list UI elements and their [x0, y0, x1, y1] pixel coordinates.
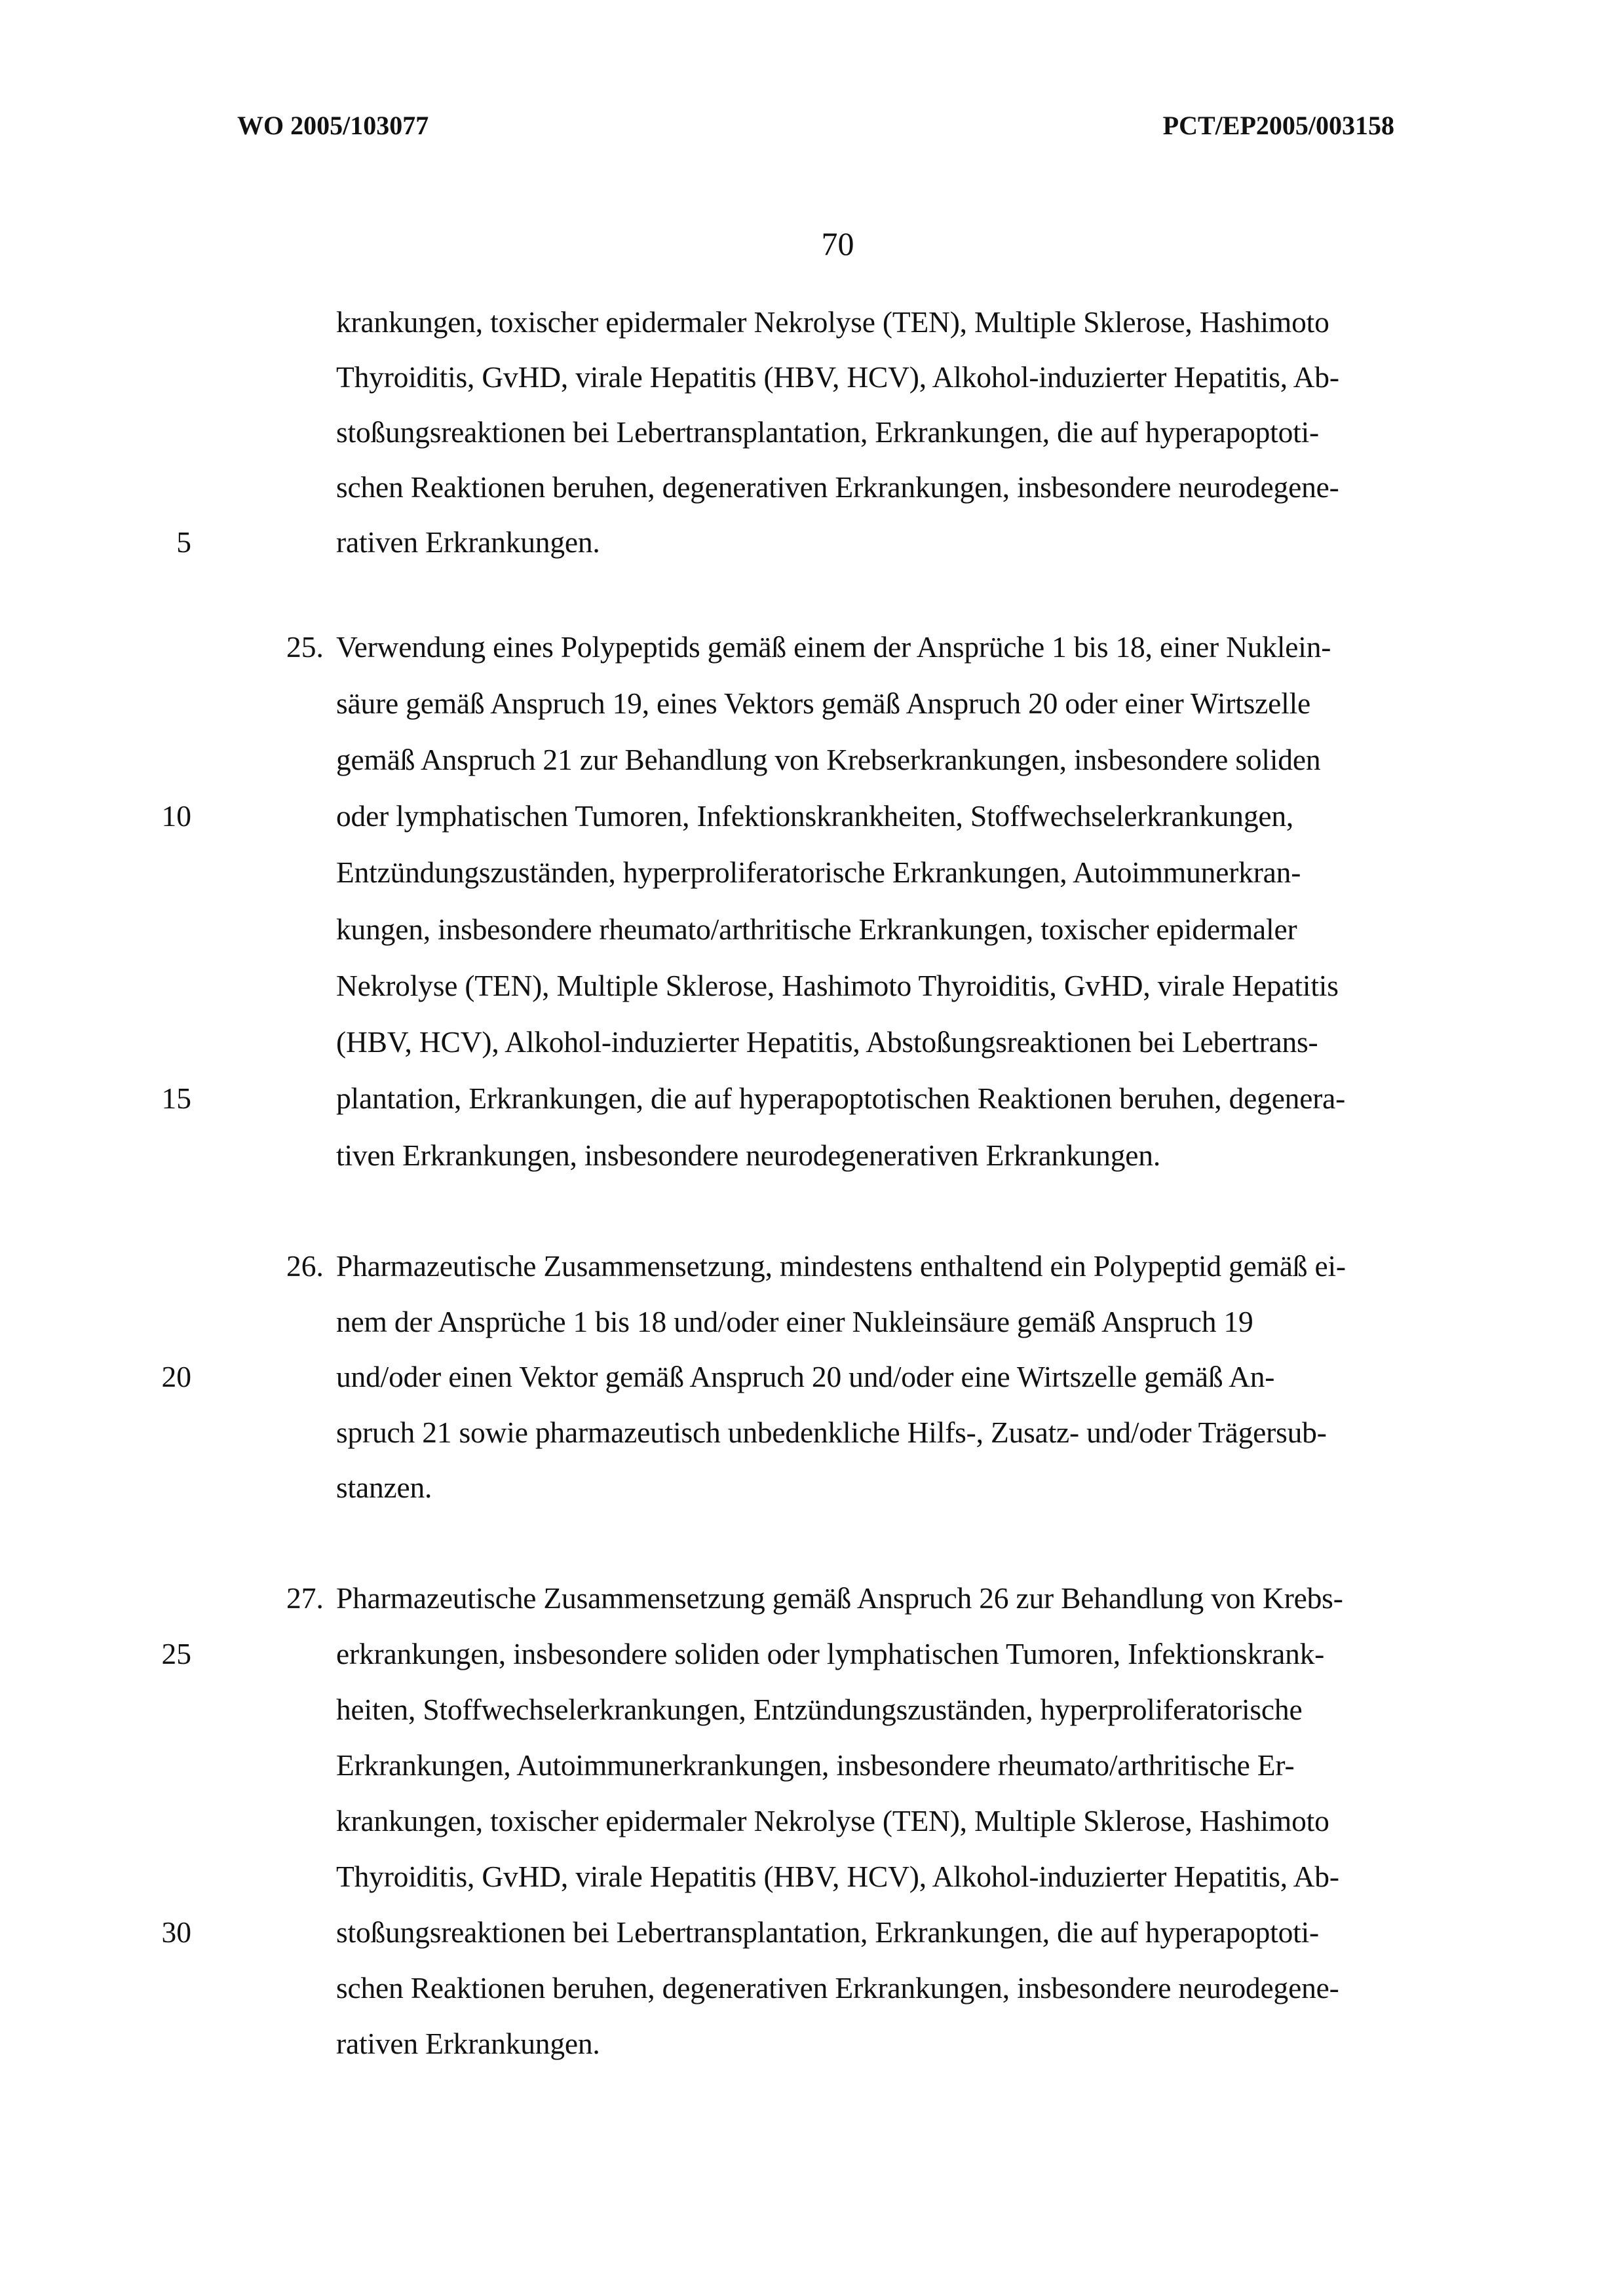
text-line: Nekrolyse (TEN), Multiple Sklerose, Hashimoto Thyroiditis, GvHD, virale Hepatitis: [336, 969, 1339, 1002]
claim-number: 27.: [286, 1581, 324, 1615]
text-line: stoßungsreaktionen bei Lebertransplantation, Erkrankungen, die auf hyperapoptoti-: [336, 415, 1319, 449]
claim-number: 25.: [286, 630, 324, 664]
text-line: Pharmazeutische Zusammensetzung gemäß Anspruch 26 zur Behandlung von Krebs-: [336, 1581, 1343, 1615]
text-line: rativen Erkrankungen.: [336, 525, 600, 559]
text-line: nem der Ansprüche 1 bis 18 und/oder einer Nukleinsäure gemäß Anspruch 19: [336, 1305, 1253, 1338]
text-line: säure gemäß Anspruch 19, eines Vektors gemäß Anspruch 20 oder einer Wirtszelle: [336, 687, 1311, 720]
text-line: krankungen, toxischer epidermaler Nekrolyse (TEN), Multiple Sklerose, Hashimoto: [336, 305, 1329, 339]
text-line: heiten, Stoffwechselerkrankungen, Entzündungszuständen, hyperproliferatorische: [336, 1693, 1303, 1726]
text-line: und/oder einen Vektor gemäß Anspruch 20 und/oder eine Wirtszelle gemäß An-: [336, 1360, 1275, 1393]
page-number: 70: [821, 225, 854, 262]
text-line: schen Reaktionen beruhen, degenerativen Erkrankungen, insbesondere neurodegene-: [336, 470, 1339, 504]
text-line: Thyroiditis, GvHD, virale Hepatitis (HBV, HCV), Alkohol-induzierter Hepatitis, Ab-: [336, 1860, 1339, 1893]
text-line: Verwendung eines Polypeptids gemäß einem der Ansprüche 1 bis 18, einer Nuklein-: [336, 630, 1331, 664]
text-line: plantation, Erkrankungen, die auf hyperapoptotischen Reaktionen beruhen, degenera-: [336, 1082, 1346, 1115]
text-line: oder lymphatischen Tumoren, Infektionskrankheiten, Stoffwechselerkrankungen,: [336, 799, 1294, 833]
text-line: kungen, insbesondere rheumato/arthritische Erkrankungen, toxischer epidermaler: [336, 913, 1297, 946]
text-line: tiven Erkrankungen, insbesondere neurodegenerativen Erkrankungen.: [336, 1139, 1161, 1172]
text-line: stoßungsreaktionen bei Lebertransplantation, Erkrankungen, die auf hyperapoptoti-: [336, 1915, 1319, 1949]
text-line: stanzen.: [336, 1471, 432, 1504]
text-line: Entzündungszuständen, hyperproliferatorische Erkrankungen, Autoimmunerkran-: [336, 856, 1301, 889]
text-line: Pharmazeutische Zusammensetzung, mindestens enthaltend ein Polypeptid gemäß ei-: [336, 1249, 1346, 1283]
text-line: spruch 21 sowie pharmazeutisch unbedenkliche Hilfs-, Zusatz- und/oder Trägersub-: [336, 1416, 1327, 1449]
text-line: gemäß Anspruch 21 zur Behandlung von Krebserkrankungen, insbesondere soliden: [336, 743, 1321, 776]
publication-number: WO 2005/103077: [237, 111, 429, 140]
claim-number: 26.: [286, 1249, 324, 1283]
text-line: krankungen, toxischer epidermaler Nekrolyse (TEN), Multiple Sklerose, Hashimoto: [336, 1804, 1329, 1837]
text-line: Erkrankungen, Autoimmunerkrankungen, insbesondere rheumato/arthritische Er-: [336, 1748, 1295, 1782]
margin-line-number: 5: [176, 525, 191, 559]
text-line: schen Reaktionen beruhen, degenerativen Erkrankungen, insbesondere neurodegene-: [336, 1971, 1339, 2004]
margin-line-number: 15: [161, 1082, 191, 1115]
text-line: Thyroiditis, GvHD, virale Hepatitis (HBV, HCV), Alkohol-induzierter Hepatitis, Ab-: [336, 360, 1339, 394]
text-line: (HBV, HCV), Alkohol-induzierter Hepatitis, Abstoßungsreaktionen bei Lebertrans-: [336, 1025, 1318, 1059]
text-line: erkrankungen, insbesondere soliden oder lymphatischen Tumoren, Infektionskrank-: [336, 1637, 1325, 1670]
margin-line-number: 25: [161, 1637, 191, 1670]
margin-line-number: 30: [161, 1915, 191, 1949]
application-number: PCT/EP2005/003158: [1162, 111, 1394, 140]
text-line: rativen Erkrankungen.: [336, 2027, 600, 2060]
margin-line-number: 10: [161, 799, 191, 833]
margin-line-number: 20: [161, 1360, 191, 1393]
